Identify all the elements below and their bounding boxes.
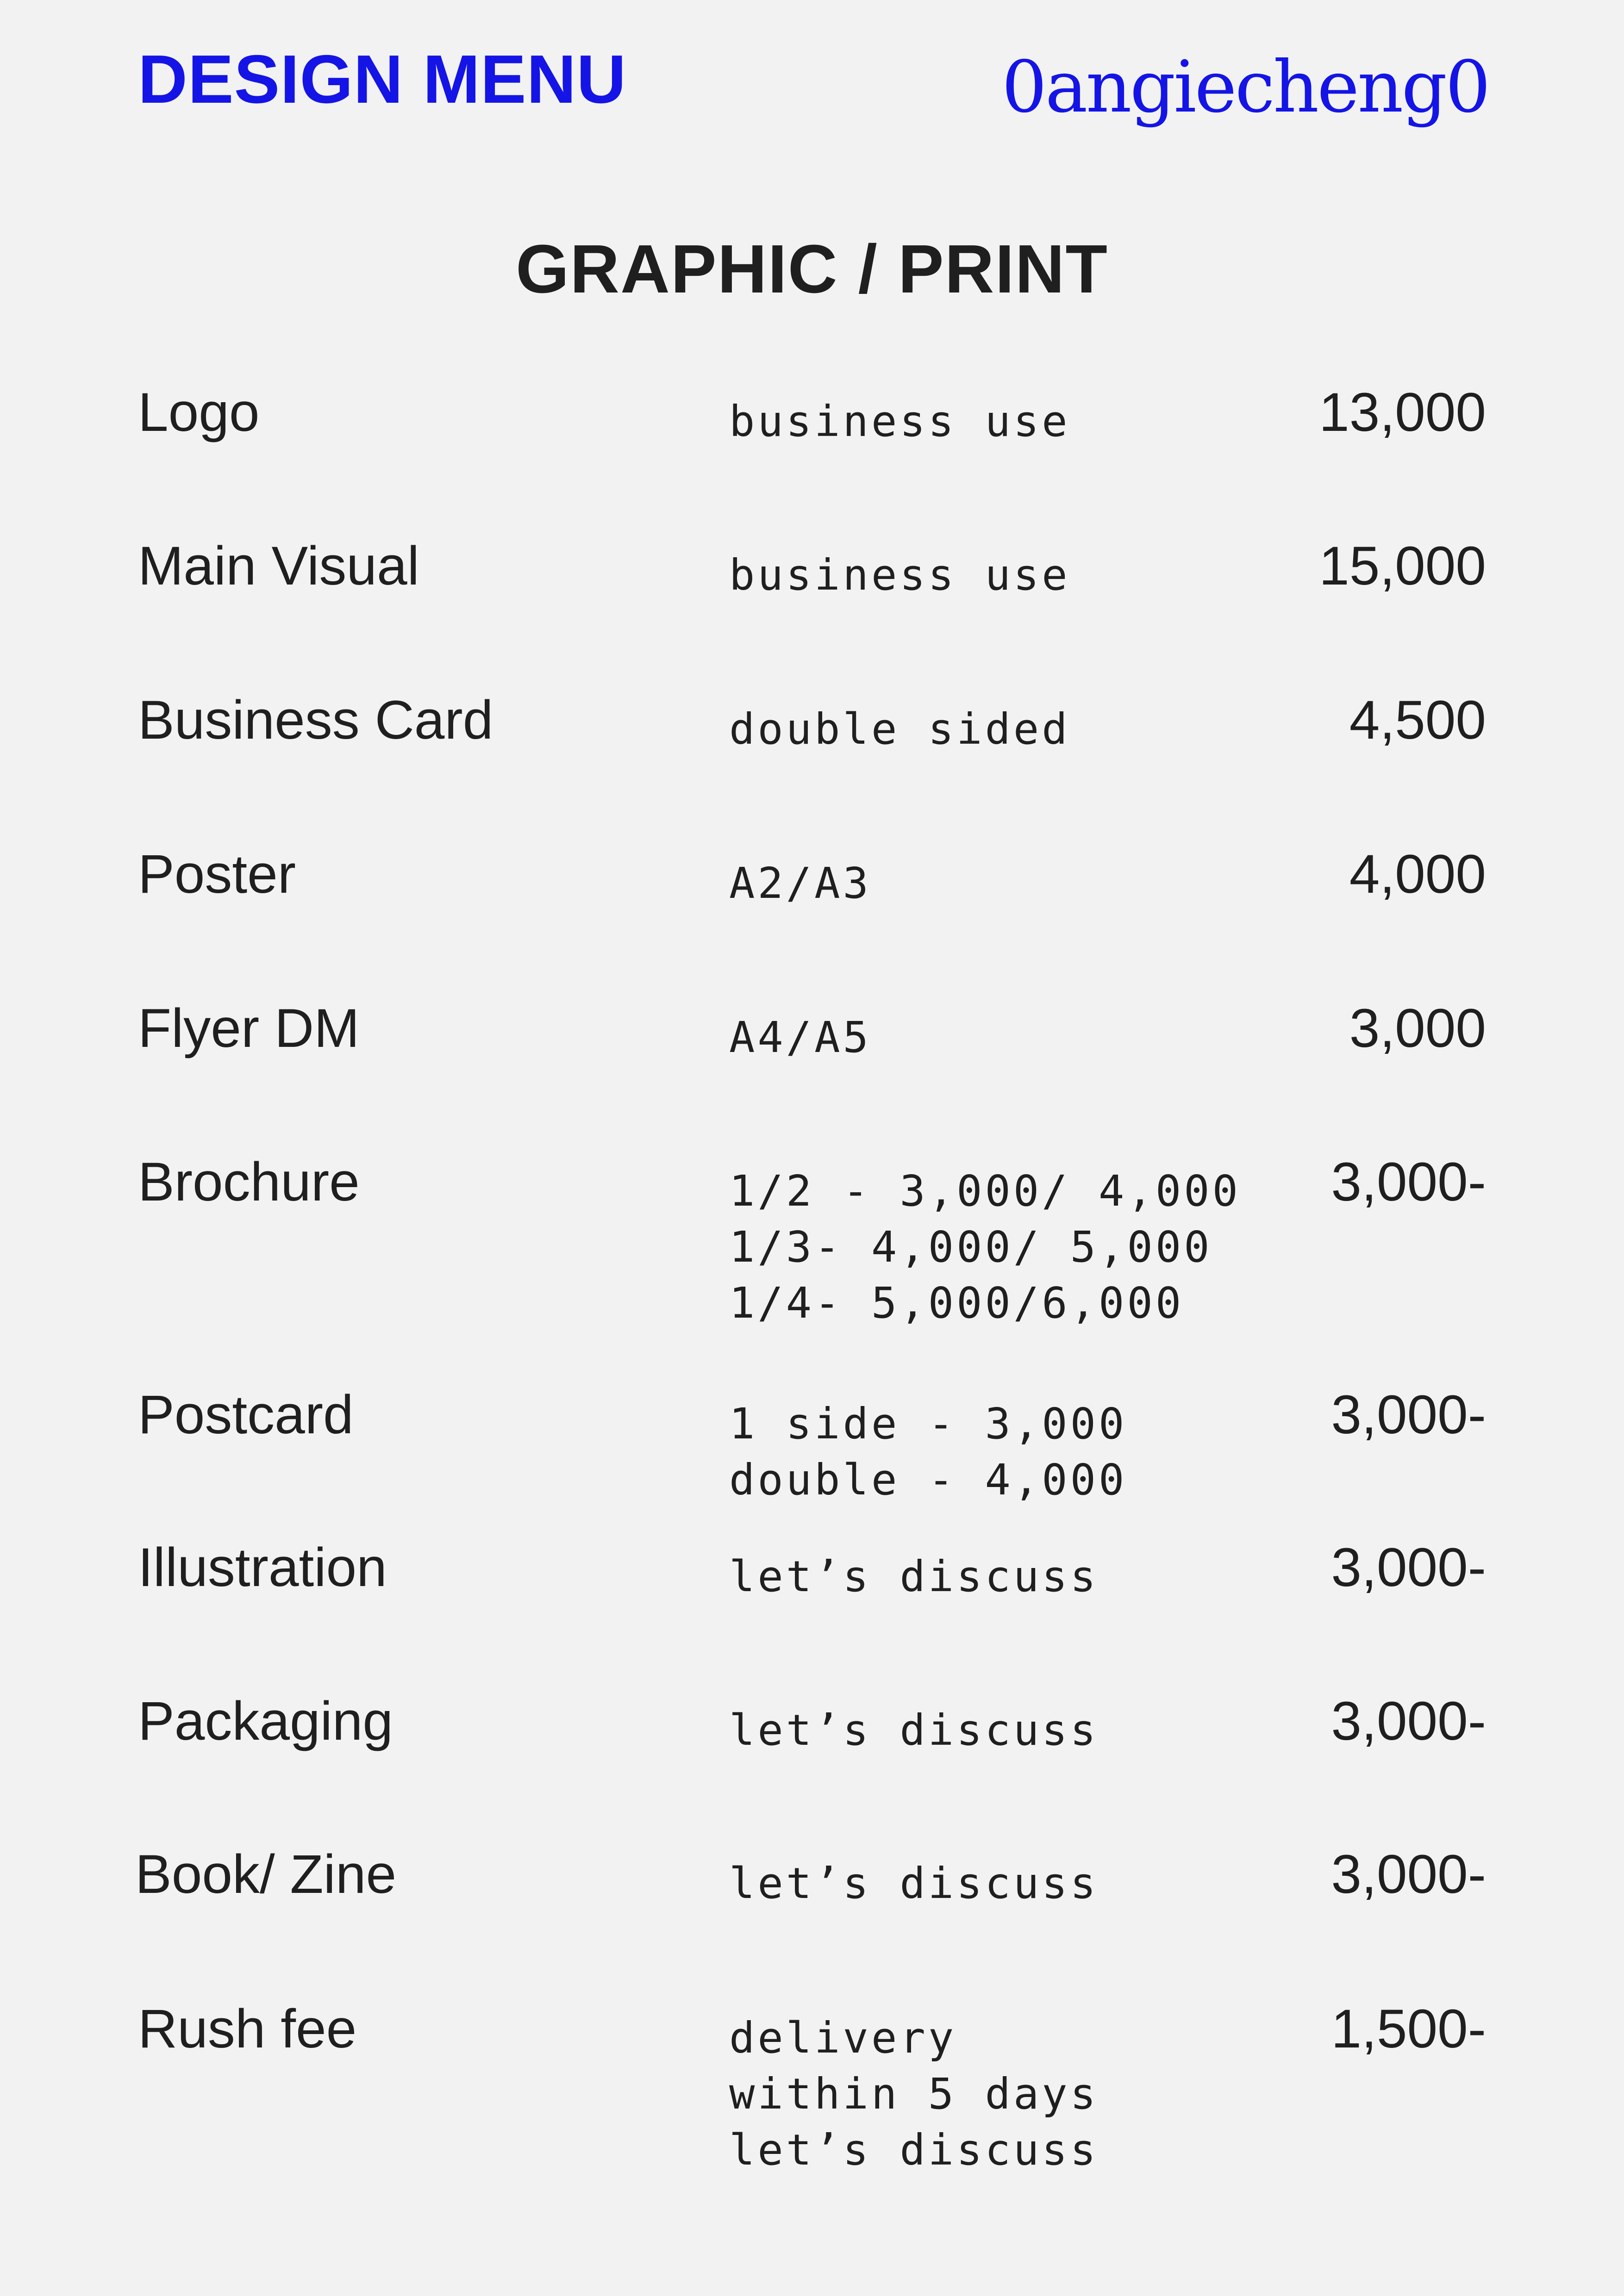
item-name: Brochure	[138, 1151, 360, 1213]
item-price: 4,000	[1349, 844, 1486, 905]
item-price: 3,000	[1349, 998, 1486, 1059]
item-name: Postcard	[138, 1384, 354, 1445]
item-note: business use	[729, 397, 1070, 446]
item-name: Poster	[138, 844, 296, 905]
item-note: delivery within 5 days let’s discuss	[729, 2013, 1099, 2175]
section-title: GRAPHIC / PRINT	[516, 231, 1108, 307]
item-name: Rush fee	[138, 1998, 357, 2060]
item-note: business use	[729, 550, 1070, 600]
item-name: Illustration	[138, 1537, 387, 1598]
item-price: 3,000-	[1331, 1844, 1486, 1905]
item-note: A4/A5	[729, 1013, 871, 1062]
item-name: Business Card	[138, 690, 493, 751]
item-price: 13,000	[1319, 382, 1486, 443]
item-note: double sided	[729, 704, 1070, 754]
item-note: let’s discuss	[729, 1552, 1099, 1601]
item-note: let’s discuss	[729, 1859, 1099, 1908]
item-name: Packaging	[138, 1691, 394, 1752]
item-name: Logo	[138, 382, 260, 443]
item-note: 1/2 - 3,000/ 4,000 1/3- 4,000/ 5,000 1/4- 5,000/6,000	[729, 1166, 1241, 1328]
item-note: 1 side - 3,000 double - 4,000	[729, 1399, 1127, 1505]
item-price: 3,000-	[1331, 1537, 1486, 1598]
item-price: 3,000-	[1331, 1151, 1486, 1213]
item-price: 3,000-	[1331, 1691, 1486, 1752]
item-price: 3,000-	[1331, 1384, 1486, 1445]
item-name: Book/ Zine	[135, 1844, 397, 1905]
item-note: A2/A3	[729, 859, 871, 908]
item-price: 4,500	[1349, 690, 1486, 751]
item-price: 1,500-	[1331, 1998, 1486, 2060]
item-note: let’s discuss	[729, 1705, 1099, 1755]
item-name: Flyer DM	[138, 998, 360, 1059]
creator-handle: 0angiecheng0	[1001, 46, 1489, 129]
item-name: Main Visual	[138, 535, 419, 597]
brand-title: DESIGN MENU	[138, 41, 627, 118]
item-price: 15,000	[1319, 535, 1486, 597]
